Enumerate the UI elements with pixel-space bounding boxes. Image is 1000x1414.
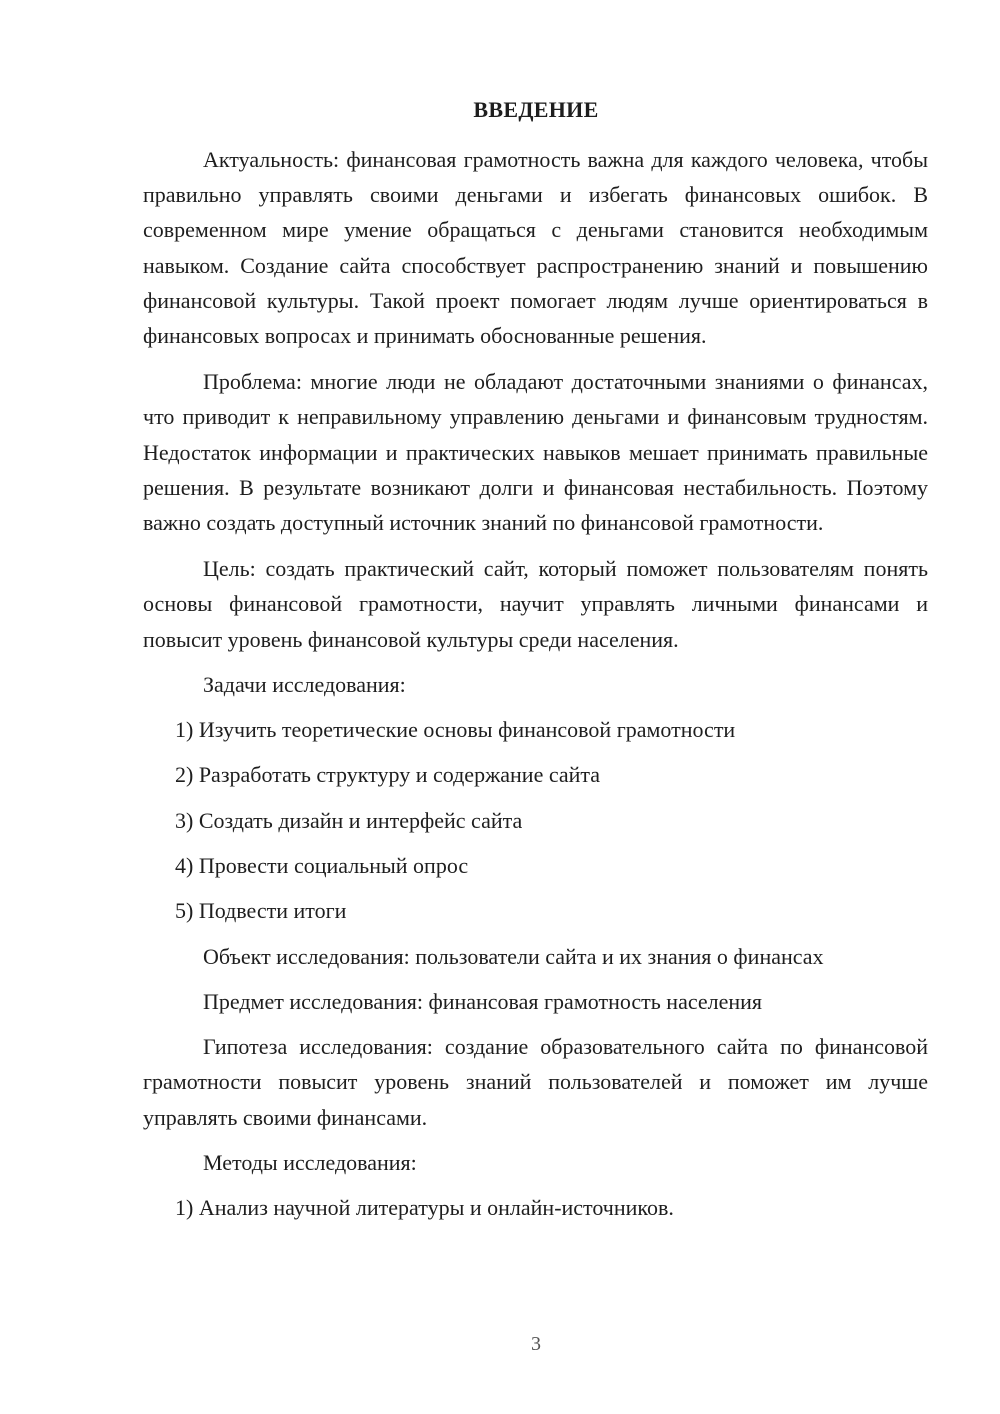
problem-paragraph: Проблема: многие люди не обладают достаточными знаниями о финансах, что приводит к неправильному управлению деньгами и финансовым трудностям. Недостаток информации и практических навыков мешает принимать правильные решения. В результате возникают долги и финансовая нестабильность. Поэтому важно создать доступный источник знаний по финансовой грамотности. bbox=[143, 369, 928, 536]
tasks-list bbox=[143, 712, 928, 938]
page-number: 3 bbox=[531, 1333, 541, 1355]
methods-title: Методы исследования: bbox=[203, 1149, 417, 1175]
relevance-paragraph: Актуальность: финансовая грамотность важна для каждого человека, чтобы правильно управлять своими деньгами и избегать финансовых ошибок. В современном мире умение обращаться с деньгами становится необходимым навыком. Создание сайта способствует распространению знаний и повышению финансовой культуры. Такой проект помогает людям лучше ориентироваться в финансовых вопросах и принимать обоснованные решения. bbox=[143, 147, 928, 349]
tasks-title: Задачи исследования: bbox=[203, 671, 406, 697]
method-item: 1) Анализ научной литературы и онлайн-источников. bbox=[175, 1195, 674, 1221]
section-heading: ВВЕДЕНИЕ bbox=[473, 97, 599, 122]
task-item: 4) Провести социальный опрос bbox=[175, 853, 469, 879]
research-object: Объект исследования: пользователи сайта и их знания о финансах bbox=[203, 943, 824, 969]
hypothesis-paragraph: Гипотеза исследования: создание образовательного сайта по финансовой грамотности повысит уровень знаний пользователей и поможет им лучше управлять своими финансами. bbox=[143, 1034, 928, 1130]
methods-list bbox=[143, 1190, 928, 1235]
task-item: 2) Разработать структуру и содержание сайта bbox=[175, 762, 601, 788]
task-item: 1) Изучить теоретические основы финансовой грамотности bbox=[175, 717, 736, 743]
task-item: 3) Создать дизайн и интерфейс сайта bbox=[175, 807, 523, 833]
main-text bbox=[143, 142, 928, 1235]
goal-paragraph: Цель: создать практический сайт, который поможет пользователям понять основы финансовой грамотности, научит управлять личными финансами и повысит уровень финансовой культуры среди населения. bbox=[143, 556, 928, 652]
task-item: 5) Подвести итоги bbox=[175, 898, 347, 924]
research-subject: Предмет исследования: финансовая грамотность населения bbox=[203, 988, 763, 1014]
